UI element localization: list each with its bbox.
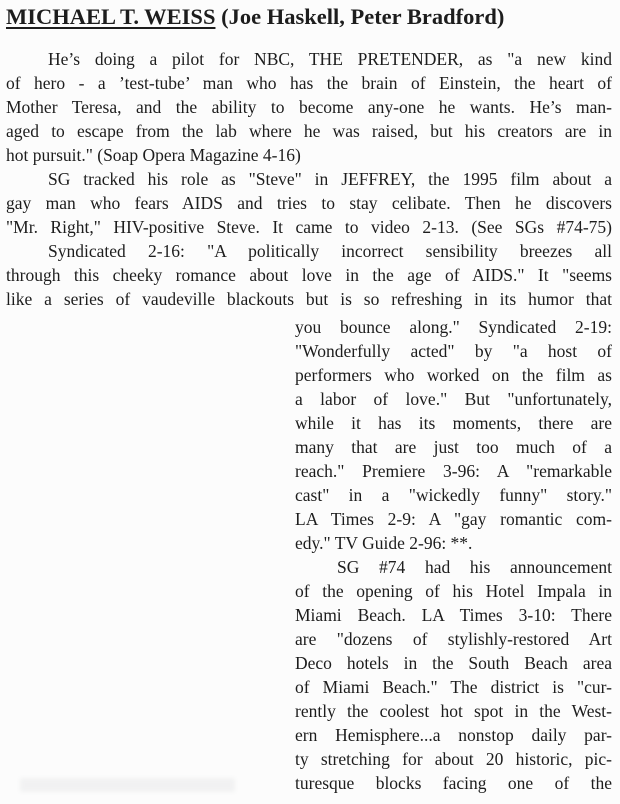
text-line: He’s doing a pilot for NBC, THE PRETENDER, as "a new kind: [48, 49, 612, 69]
text-line: rently the coolest hot spot in the West-: [295, 701, 612, 721]
text-line: Syndicated 2-16: "A politically incorrect sensibility breezes all: [48, 241, 612, 261]
text-line: are "dozens of stylishly-restored Art: [295, 629, 612, 649]
text-line: Miami Beach. LA Times 3-10: There: [295, 605, 612, 625]
text-line: aged to escape from the lab where he was raised, but his creators are in: [6, 121, 612, 141]
text-line: many that are just too much of a: [295, 437, 612, 457]
page-title: [6, 4, 612, 30]
text-line: SG #74 had his announcement: [337, 557, 612, 577]
text-line: ty stretching for about 20 historic, pic-: [295, 749, 612, 769]
text-line: through this cheeky romance about love in the age of AIDS." It "seems: [6, 265, 612, 285]
title-name: MICHAEL T. WEISS: [6, 4, 216, 29]
text-line: LA Times 2-9: A "gay romantic com-: [295, 509, 612, 529]
text-line: you bounce along." Syndicated 2-19:: [295, 317, 612, 337]
text-block-full-width: [6, 47, 612, 311]
text-line: edy." TV Guide 2-96: **.: [295, 533, 473, 553]
text-line: of hero - a ’test-tube’ man who has the brain of Einstein, the heart of: [6, 73, 612, 93]
text-line: of the opening of his Hotel Impala in: [295, 581, 612, 601]
text-line: of Miami Beach." The district is "cur-: [295, 677, 612, 697]
text-line: gay man who fears AIDS and tries to stay celibate. Then he discovers: [6, 193, 612, 213]
text-block-wrapped: [6, 315, 612, 795]
photo-placeholder-area: [6, 315, 295, 795]
text-line: while it has its moments, there are: [295, 413, 612, 433]
text-line: SG tracked his role as "Steve" in JEFFREY, the 1995 film about a: [48, 169, 612, 189]
text-line: turesque blocks facing one of the: [295, 773, 612, 793]
text-line: Mother Teresa, and the ability to become any-one he wants. He’s man-: [6, 97, 612, 117]
text-line: Deco hotels in the South Beach area: [295, 653, 612, 673]
text-line: performers who worked on the film as: [295, 365, 612, 385]
text-line: "Wonderfully acted" by "a host of: [295, 341, 612, 361]
title-suffix: (Joe Haskell, Peter Bradford): [215, 4, 505, 29]
text-line: hot pursuit." (Soap Opera Magazine 4-16): [6, 145, 301, 165]
print-bleed-artifact: [20, 778, 235, 792]
text-column: [295, 315, 612, 795]
text-line: ern Hemisphere...a nonstop daily par-: [295, 725, 612, 745]
text-line: like a series of vaudeville blackouts but is so refreshing in its humor that: [6, 289, 612, 309]
text-line: "Mr. Right," HIV-positive Steve. It came to video 2-13. (See SGs #74-75): [6, 217, 612, 237]
text-line: reach." Premiere 3-96: A "remarkable: [295, 461, 612, 481]
text-line: cast" in a "wickedly funny" story.": [295, 485, 612, 505]
text-line: a labor of love." But "unfortunately,: [295, 389, 612, 409]
